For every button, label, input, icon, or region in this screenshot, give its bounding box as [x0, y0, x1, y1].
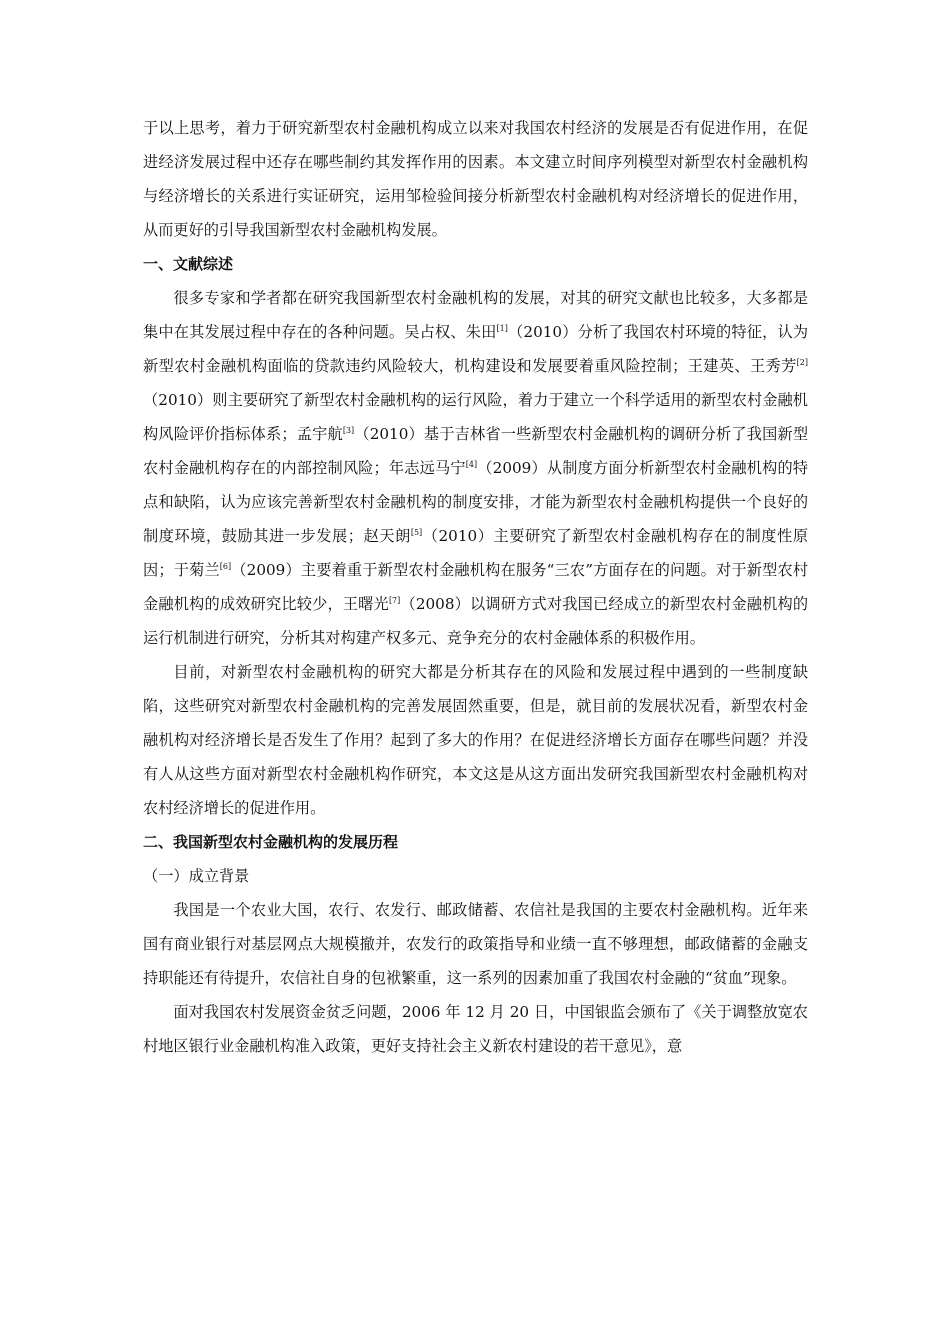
- citation-ref-6[interactable]: [6]: [219, 561, 232, 571]
- text-run: （2010）基于吉林省一些新型农村金融机构的调研分析了我国新型农村金融机构存在的内部控制风险；年志远马宁: [143, 425, 809, 477]
- text-run: （2010）则主要研究了新型农村金融机构的运行风险，着力于建立一个科学适用的新型农村金融机构风险评价指标体系；孟宇航: [143, 391, 808, 443]
- citation-ref-7[interactable]: [7]: [388, 595, 401, 605]
- current-research-paragraph: 目前，对新型农村金融机构的研究大都是分析其存在的风险和发展过程中遇到的一些制度缺陷，这些研究对新型农村金融机构的完善发展固然重要，但是，就目前的发展状况看，新型农村金融机构对经济增长是否发生了作用？起到了多大的作用？在促进经济增长方面存在哪些问题？并没有人从这些方面对新型农村金融机构作研究，本文这是从这方面出发研究我国新型农村金融机构对农村经济增长的促进作用。: [143, 663, 808, 817]
- text-run: 很多专家和学者都在研究我国新型农村金融机构的发展，对其的研究文献也比较多，大多都是集中在其发展过程中存在的各种问题。吴占权、朱田: [143, 289, 808, 341]
- citation-ref-5[interactable]: [5]: [410, 527, 423, 537]
- literature-paragraph: [143, 281, 808, 655]
- background-paragraph: 我国是一个农业大国，农行、农发行、邮政储蓄、农信社是我国的主要农村金融机构。近年来国有商业银行对基层网点大规模撤并，农发行的政策指导和业绩一直不够理想，邮政储蓄的金融支持职能还有待提升，农信社自身的包袱繁重，这一系列的因素加重了我国农村金融的“贫血”现象。: [143, 901, 808, 987]
- citation-ref-4[interactable]: [4]: [465, 459, 478, 469]
- text-run: （2010）主要研究了新型农村金融机构存在的制度性原因；于菊兰: [143, 527, 809, 579]
- citation-ref-1[interactable]: [1]: [496, 323, 508, 333]
- section-heading-development-history: 二、我国新型农村金融机构的发展历程: [143, 833, 399, 851]
- document-body: [143, 111, 808, 1063]
- text-run: （2008）以调研方式对我国已经成立的新型农村金融机构的运行机制进行研究，分析其对构建产权多元、竞争充分的农村金融体系的积极作用。: [143, 595, 809, 647]
- citation-ref-2[interactable]: [2]: [796, 357, 808, 367]
- text-run: （2009）主要着重于新型农村金融机构在服务“三农”方面存在的问题。对于新型农村金融机构的成效研究比较少，王曙光: [143, 561, 808, 613]
- citation-ref-3[interactable]: [3]: [342, 425, 355, 435]
- section-heading-literature-review: 一、文献综述: [143, 255, 234, 273]
- subsection-heading-background: （一）成立背景: [143, 867, 250, 885]
- text-run: （2010）分析了我国农村环境的特征，认为新型农村金融机构面临的贷款违约风险较大，机构建设和发展要着重风险控制；王建英、王秀芳: [143, 323, 809, 375]
- policy-paragraph: 面对我国农村发展资金贫乏问题，2006 年 12 月 20 日，中国银监会颁布了《关于调整放宽农村地区银行业金融机构准入政策，更好支持社会主义新农村建设的若干意见》，意: [143, 1003, 808, 1055]
- text-run: （2009）从制度方面分析新型农村金融机构的特点和缺陷，认为应该完善新型农村金融机构的制度安排，才能为新型农村金融机构提供一个良好的制度环境，鼓励其进一步发展；赵天朗: [143, 459, 808, 545]
- intro-paragraph: 于以上思考，着力于研究新型农村金融机构成立以来对我国农村经济的发展是否有促进作用，在促进经济发展过程中还存在哪些制约其发挥作用的因素。本文建立时间序列模型对新型农村金融机构与经济增长的关系进行实证研究，运用邹检验间接分析新型农村金融机构对经济增长的促进作用，从而更好的引导我国新型农村金融机构发展。: [143, 119, 808, 239]
